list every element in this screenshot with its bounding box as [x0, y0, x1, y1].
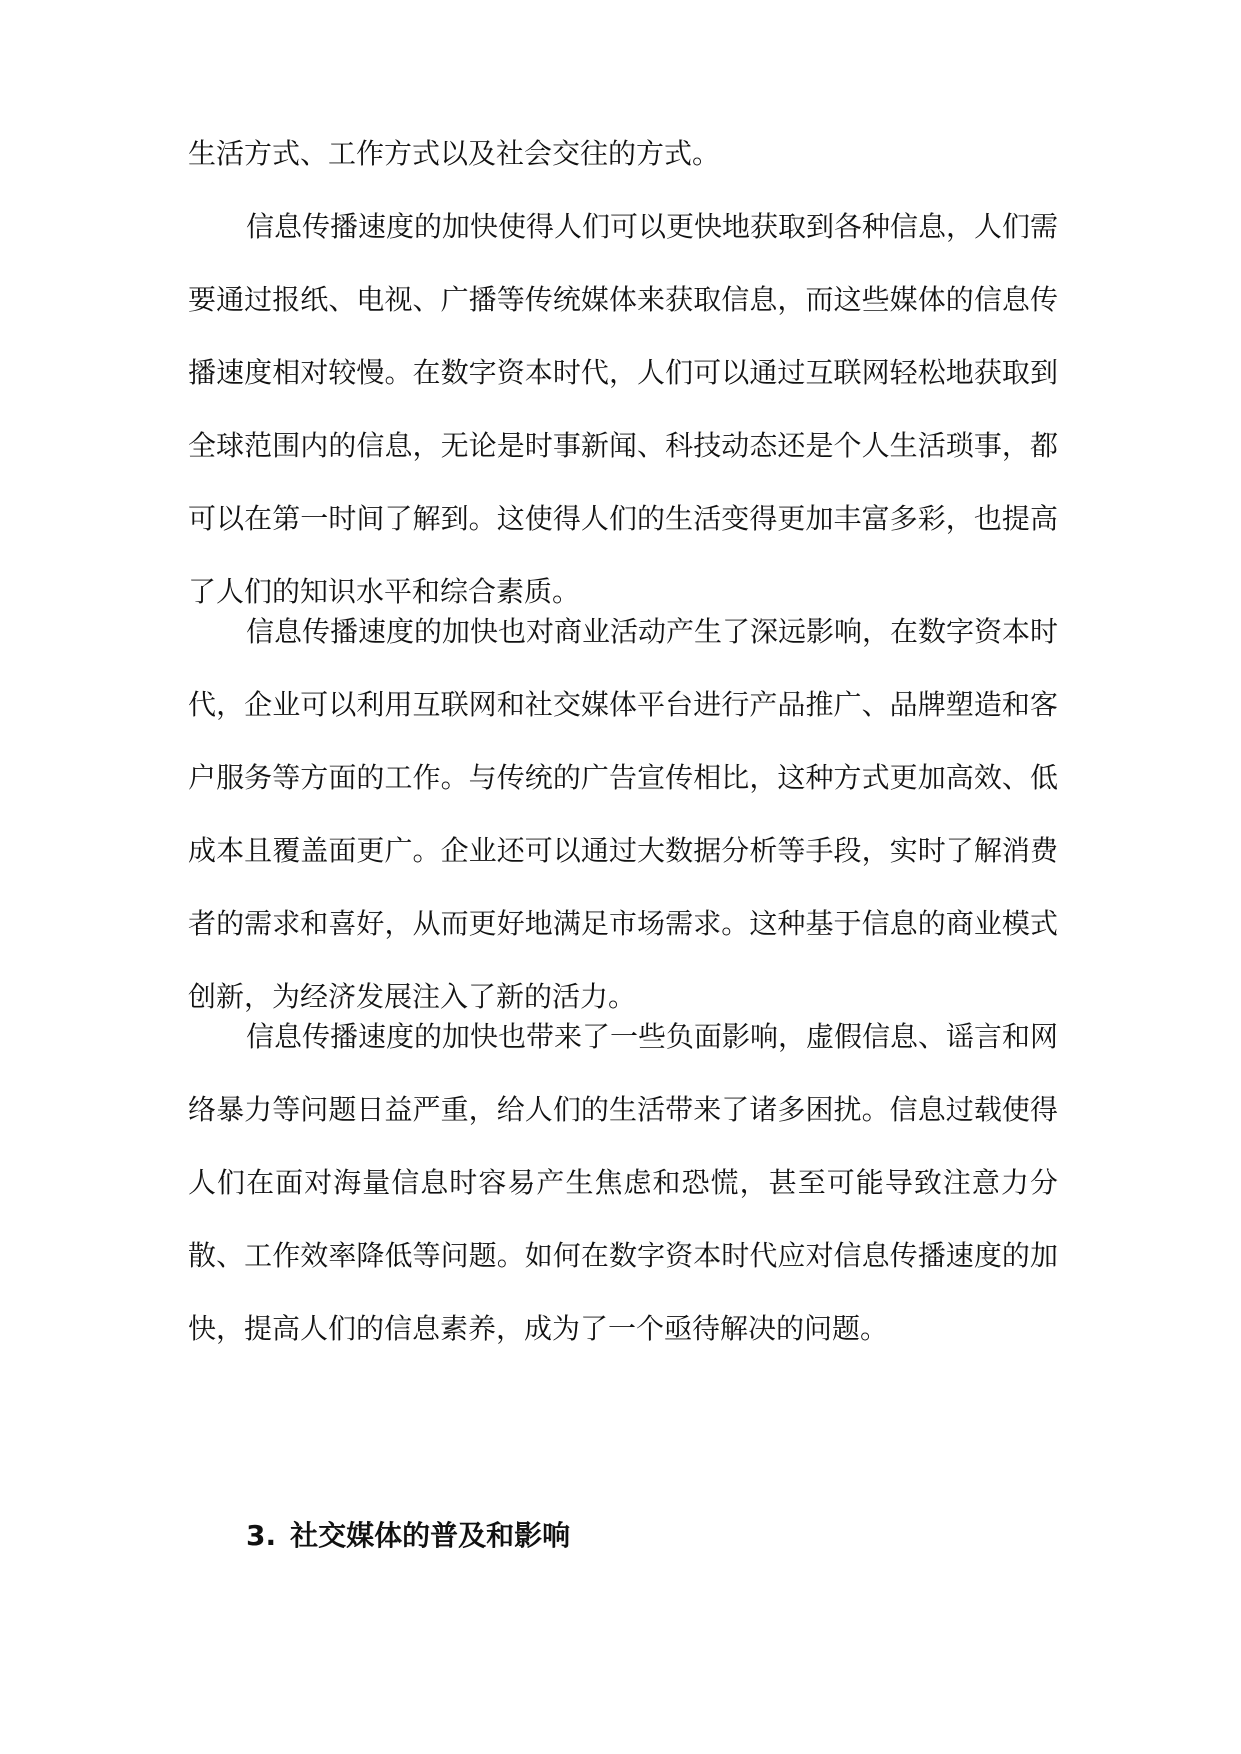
section-title: 社交媒体的普及和影响 [290, 1519, 571, 1552]
paragraph-block-3 [188, 1000, 1058, 1365]
paragraph-continuation [188, 117, 1058, 190]
paragraph-1: 信息传播速度的加快使得人们可以更快地获取到各种信息，人们需要通过报纸、电视、广播等传统媒体来获取信息，而这些媒体的信息传播速度相对较慢。在数字资本时代，人们可以通过互联网轻松地获取到全球范围内的信息，无论是时事新闻、科技动态还是个人生活琐事，都可以在第一时间了解到。这使得人们的生活变得更加丰富多彩，也提高了人们的知识水平和综合素质。 [188, 210, 1059, 608]
paragraph-0: 生活方式、工作方式以及社会交往的方式。 [188, 137, 721, 170]
paragraph-3: 信息传播速度的加快也带来了一些负面影响，虚假信息、谣言和网络暴力等问题日益严重，给人们的生活带来了诸多困扰。信息过载使得人们在面对海量信息时容易产生焦虑和恐慌，甚至可能导致注意力分散、工作效率降低等问题。如何在数字资本时代应对信息传播速度的加快，提高人们的信息素养，成为了一个亟待解决的问题。 [188, 1020, 1059, 1345]
section-heading [246, 1516, 570, 1556]
paragraph-block-2 [188, 595, 1058, 1033]
section-number: 3. [246, 1519, 277, 1552]
paragraph-2: 信息传播速度的加快也对商业活动产生了深远影响，在数字资本时代，企业可以利用互联网和社交媒体平台进行产品推广、品牌塑造和客户服务等方面的工作。与传统的广告宣传相比，这种方式更加高效、低成本且覆盖面更广。企业还可以通过大数据分析等手段，实时了解消费者的需求和喜好，从而更好地满足市场需求。这种基于信息的商业模式创新，为经济发展注入了新的活力。 [188, 615, 1059, 1013]
paragraph-block-1 [188, 190, 1058, 628]
